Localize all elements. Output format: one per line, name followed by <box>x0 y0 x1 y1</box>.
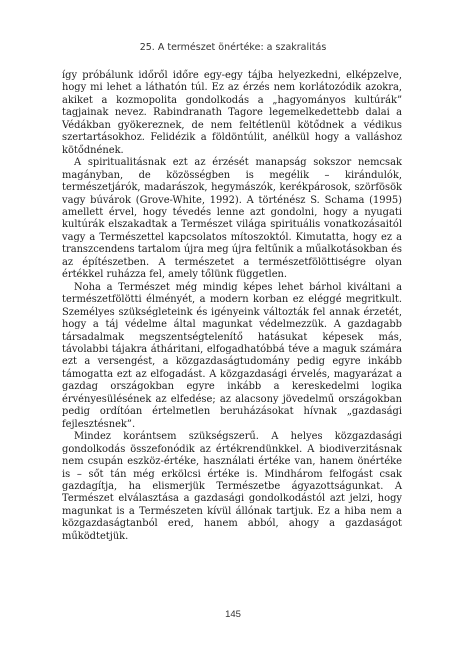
paragraph: Mindez korántsem szükségszerű. A helyes közgazdasági gondolkodás összefonódik az értékrendünkkel. A biodiverzitásnak nem csupán eszköz-értéke, használati értéke van, hanem önértéke is – sőt tán még erkölcsi értéke is. Mindhárom felfogást csak gazdagítja, ha elismerjük Természetbe ágyazottságunkat. A Természet elválasztása a gazdasági gondolkodástól azt jelzi, hogy magunkat is a Természeten kívül állónak tartjuk. Ez a hiba nem a közgazdaságtanból ered, hanem abból, ahogy a gazdaságot működtetjük. <box>62 431 402 542</box>
paragraph: Noha a Természet még mindig képes lehet bárhol kiváltani a természetfölötti élményét, a modern korban ez eléggé megritkult. Személyes szükségleteink és igényeink változták fel annak érzetét, hogy a táj védelme által magunkat védelmezzük. A gazdagabb társadalmak megszentségtelenítő hatásukat képesek más, távolabbi tájakra átháritani, elfogadhatóbbá téve a maguk számára ezt a versengést, a közgazdaságtudomány pedig egyre inkább támogatta ezt az elfogadást. A közgazdasági érvelés, magyarázat a gazdag országokban egyre inkább a kereskedelmi logika érvényesülésének az elfedése; az alacsony jövedelmű országokban pedig ordítóan értelmetlen beruházásokat hívnak „gazdasági fejlesztésnek”. <box>62 281 402 430</box>
paragraph: A spiritualitásnak ezt az érzését manapság sokszor nemcsak magányban, de közösségben is megélik – kirándulók, természetjárók, madarászok, hegymászók, kerékpárosok, szörfösök vagy búvárok (Grove-White, 1992). A történész S. Schama (1995) amellett érvel, hogy tévedés lenne azt gondolni, hogy a nyugati kultúrák elszakadtak a Természet világa spirituális vonatkozásaitól vagy a Természettel kapcsolatos mítoszoktól. Kimutatta, hogy ez a transzcendens tartalom újra meg újra feltűnik a műalkotásokban és az építészetben. A természetet a természetfölöttiségre olyan értékkel ruházza fel, amely tőlünk független. <box>62 157 402 281</box>
page-number: 145 <box>225 609 241 620</box>
body-text <box>62 70 402 543</box>
paragraph: így próbálunk időről időre egy-egy tájba helyezkedni, elképzelve, hogy mi lehet a láthatón túl. Ez az érzés nem korlátozódik azokra, akiket a kozmopolita gondolkodás a „hagyományos kultúrák” tagjainak nevez. Rabindranath Tagore legemelkedettebb dalai a Védákban gyökereznek, de nem feltétlenül kötődnek a védikus szertartásokhoz. Felidézik a földöntúlit, anélkül hogy a valláshoz kötődnének. <box>62 70 402 156</box>
running-head: 25. A természet önértéke: a szakralitás <box>139 42 327 53</box>
